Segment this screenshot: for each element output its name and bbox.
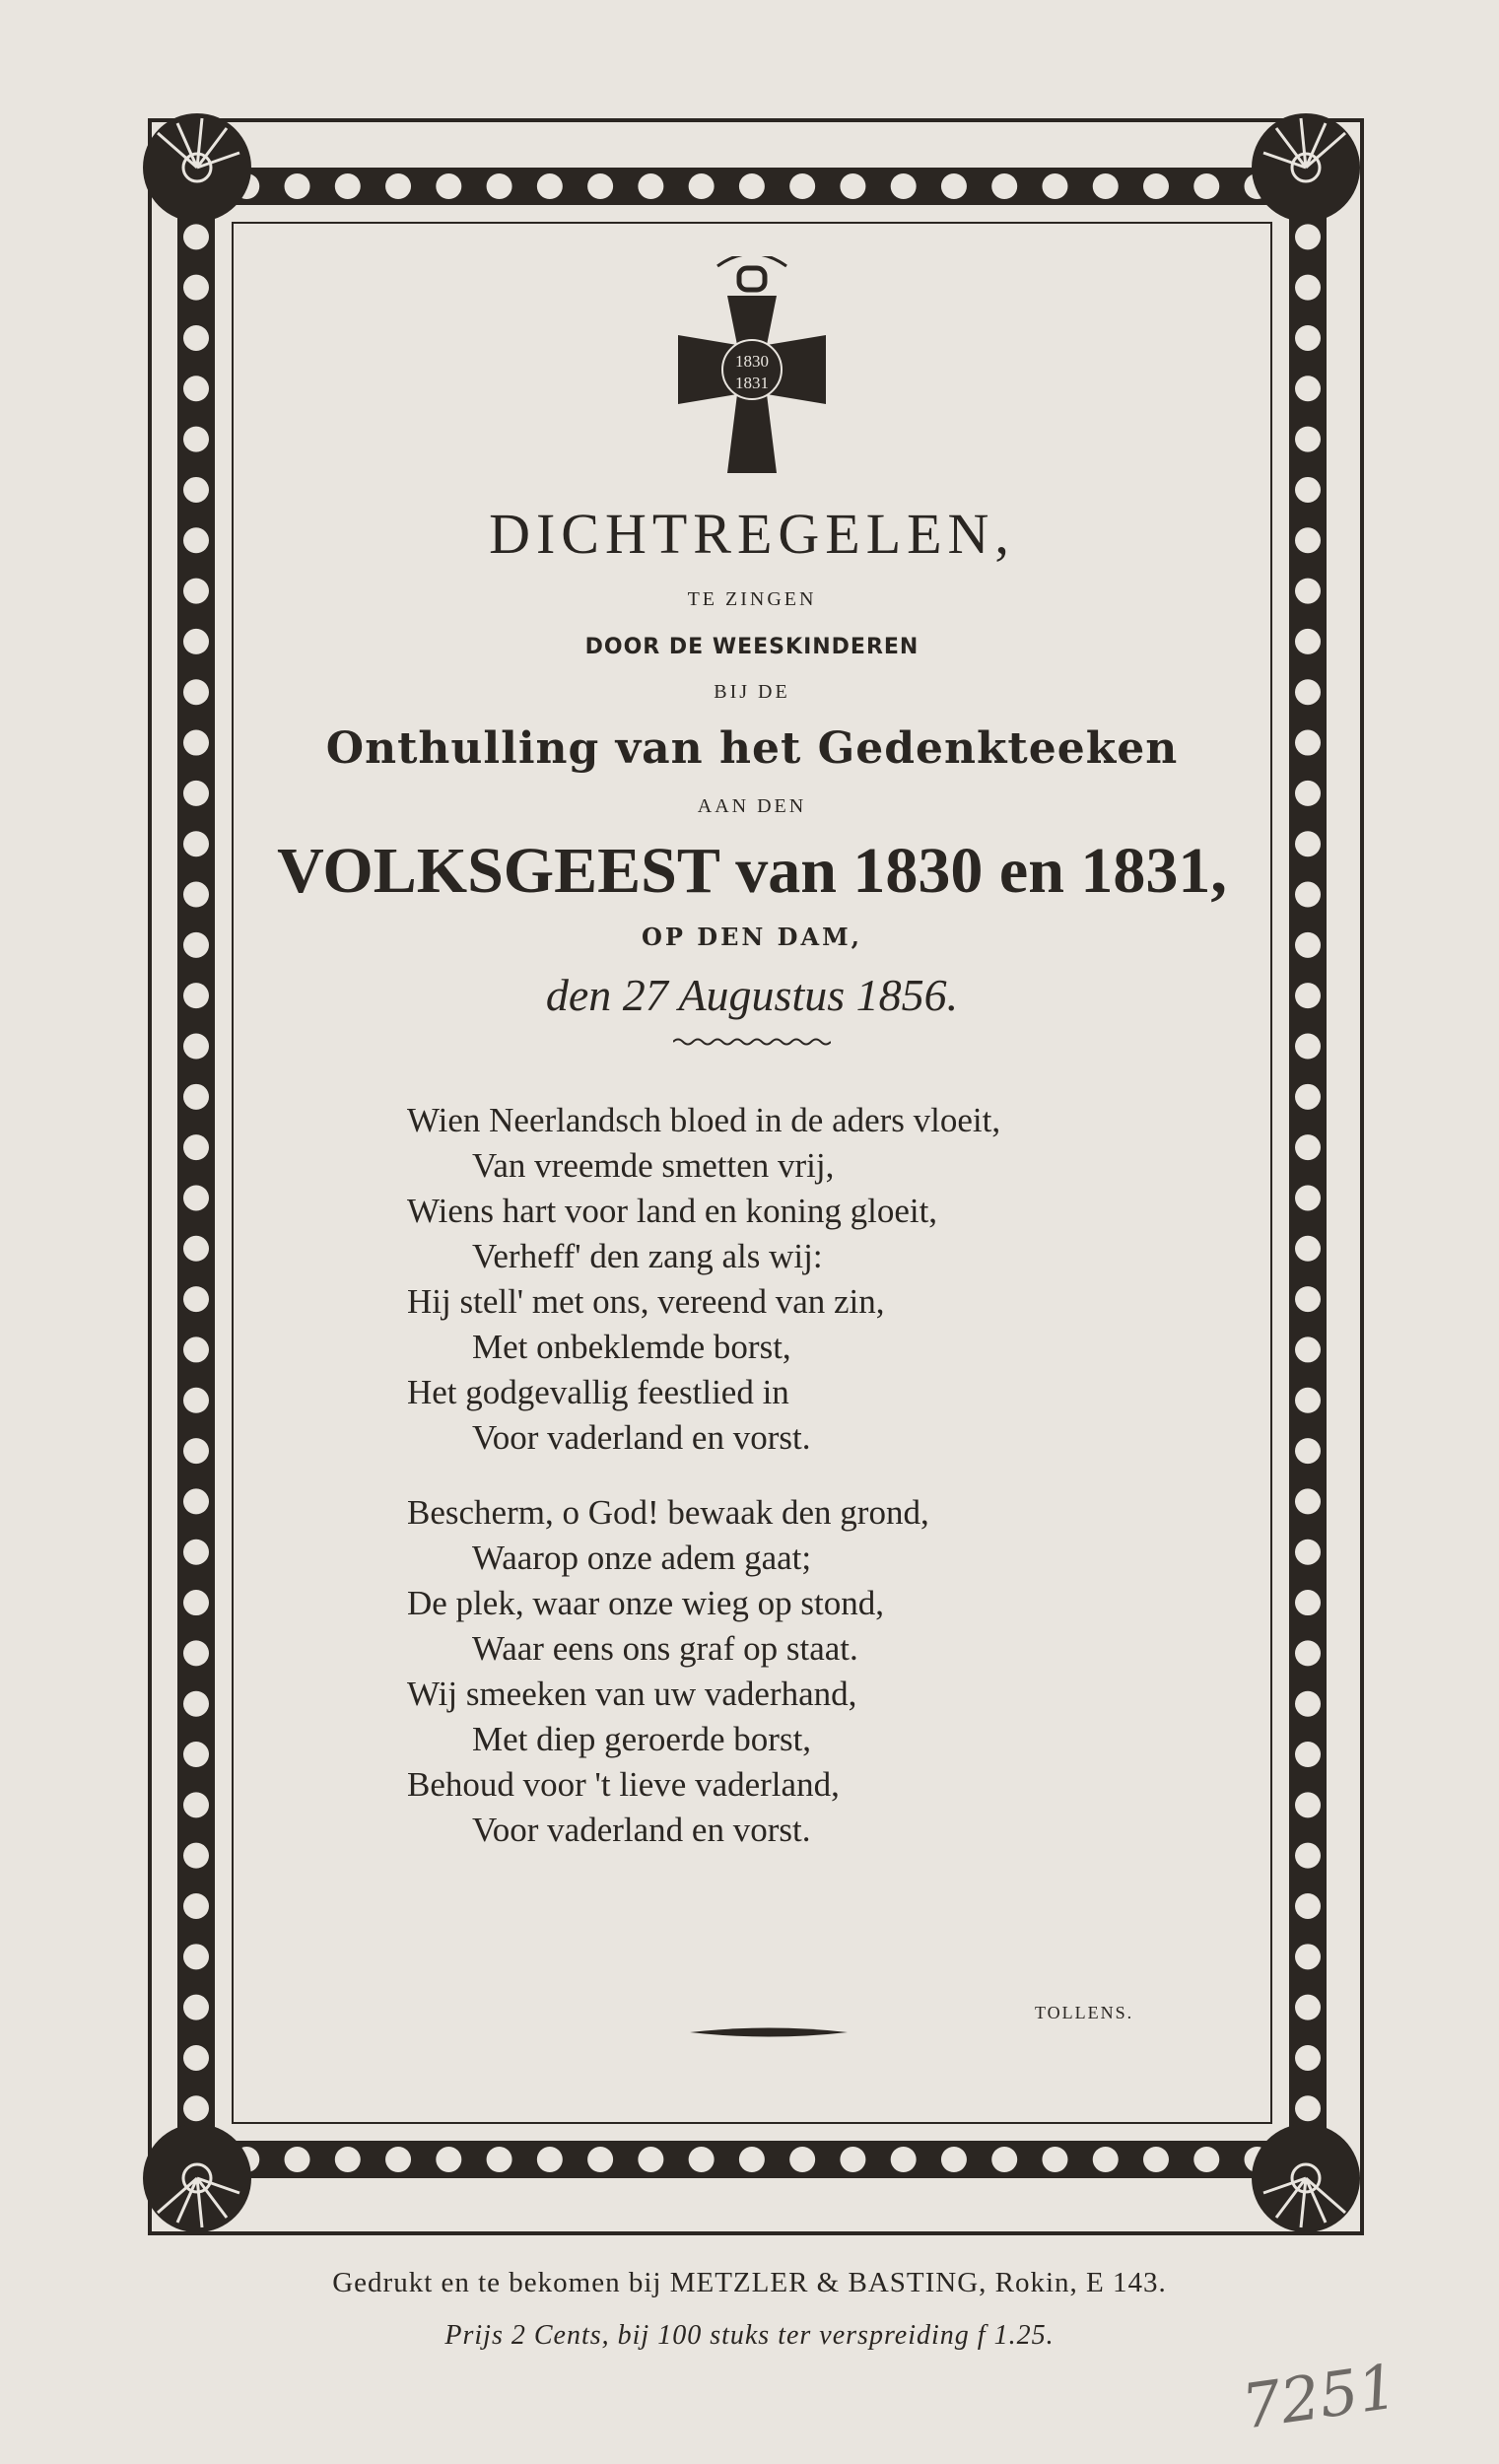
subtitle-line-5: AAN DEN: [697, 795, 807, 817]
poem-line: Waarop onze adem gaat;: [472, 1539, 812, 1577]
poem-line: Voor vaderland en vorst.: [472, 1418, 811, 1457]
location-line: OP DEN DAM,: [641, 923, 863, 951]
poem-line: Wiens hart voor land en koning gloeit,: [407, 1192, 938, 1230]
corner-shell-ornament-top-left: [123, 94, 271, 241]
printer-line: Gedrukt en te bekomen bij METZLER & BASTING, Rokin, E 143.: [332, 2267, 1167, 2298]
poem-line: Hij stell' met ons, vereend van zin,: [407, 1282, 885, 1321]
poem-line: Met onbeklemde borst,: [472, 1328, 791, 1366]
subtitle-line-1: TE ZINGEN: [687, 588, 817, 610]
cross-medal-icon: [658, 256, 846, 483]
poem-line: Het godgevallig feestlied in: [407, 1373, 789, 1411]
price-line: Prijs 2 Cents, bij 100 stuks ter verspreiding f 1.25.: [444, 2320, 1055, 2351]
poem-line: Wij smeeken van uw vaderhand,: [407, 1675, 857, 1713]
stanza-2: [407, 1490, 1097, 1853]
poem-line: Waar eens ons graf op staat.: [472, 1629, 858, 1668]
corner-shell-ornament-bottom-left: [123, 2104, 271, 2252]
subtitle-line-2: DOOR DE WEESKINDEREN: [584, 635, 920, 659]
poem: [407, 1098, 1097, 1853]
handwritten-catalog-number: 7251: [1237, 2350, 1402, 2443]
document-title: DICHTREGELEN,: [489, 502, 1015, 566]
poem-line: Voor vaderland en vorst.: [472, 1811, 811, 1849]
poem-line: De plek, waar onze wieg op stond,: [407, 1584, 885, 1622]
wavy-divider: [673, 1035, 831, 1049]
stanza-1: [407, 1098, 1097, 1461]
date-line: den 27 Augustus 1856.: [545, 970, 959, 1020]
medal-year-bottom: 1831: [735, 374, 769, 392]
medal-year-top: 1830: [735, 352, 769, 371]
poem-line: Van vreemde smetten vrij,: [472, 1146, 835, 1185]
document-content: [237, 256, 1267, 1882]
poem-line: Wien Neerlandsch bloed in de aders vloeit,: [407, 1101, 1001, 1139]
poem-line: Met diep geroerde borst,: [472, 1720, 812, 1758]
headline: VOLKSGEEST van 1830 en 1831,: [277, 835, 1227, 907]
poem-line: Bescherm, o God! bewaak den grond,: [407, 1493, 929, 1532]
subtitle-line-4: Onthulling van het Gedenkteeken: [325, 723, 1179, 774]
subtitle-line-3: BIJ DE: [714, 681, 790, 703]
corner-shell-ornament-top-right: [1232, 94, 1380, 241]
author-signature: TOLLENS.: [1035, 2003, 1134, 2022]
poem-line: Verheff' den zang als wij:: [472, 1237, 823, 1275]
poem-line: Behoud voor 't lieve vaderland,: [407, 1765, 840, 1804]
closing-divider: [690, 2025, 848, 2039]
corner-shell-ornament-bottom-right: [1232, 2104, 1380, 2252]
